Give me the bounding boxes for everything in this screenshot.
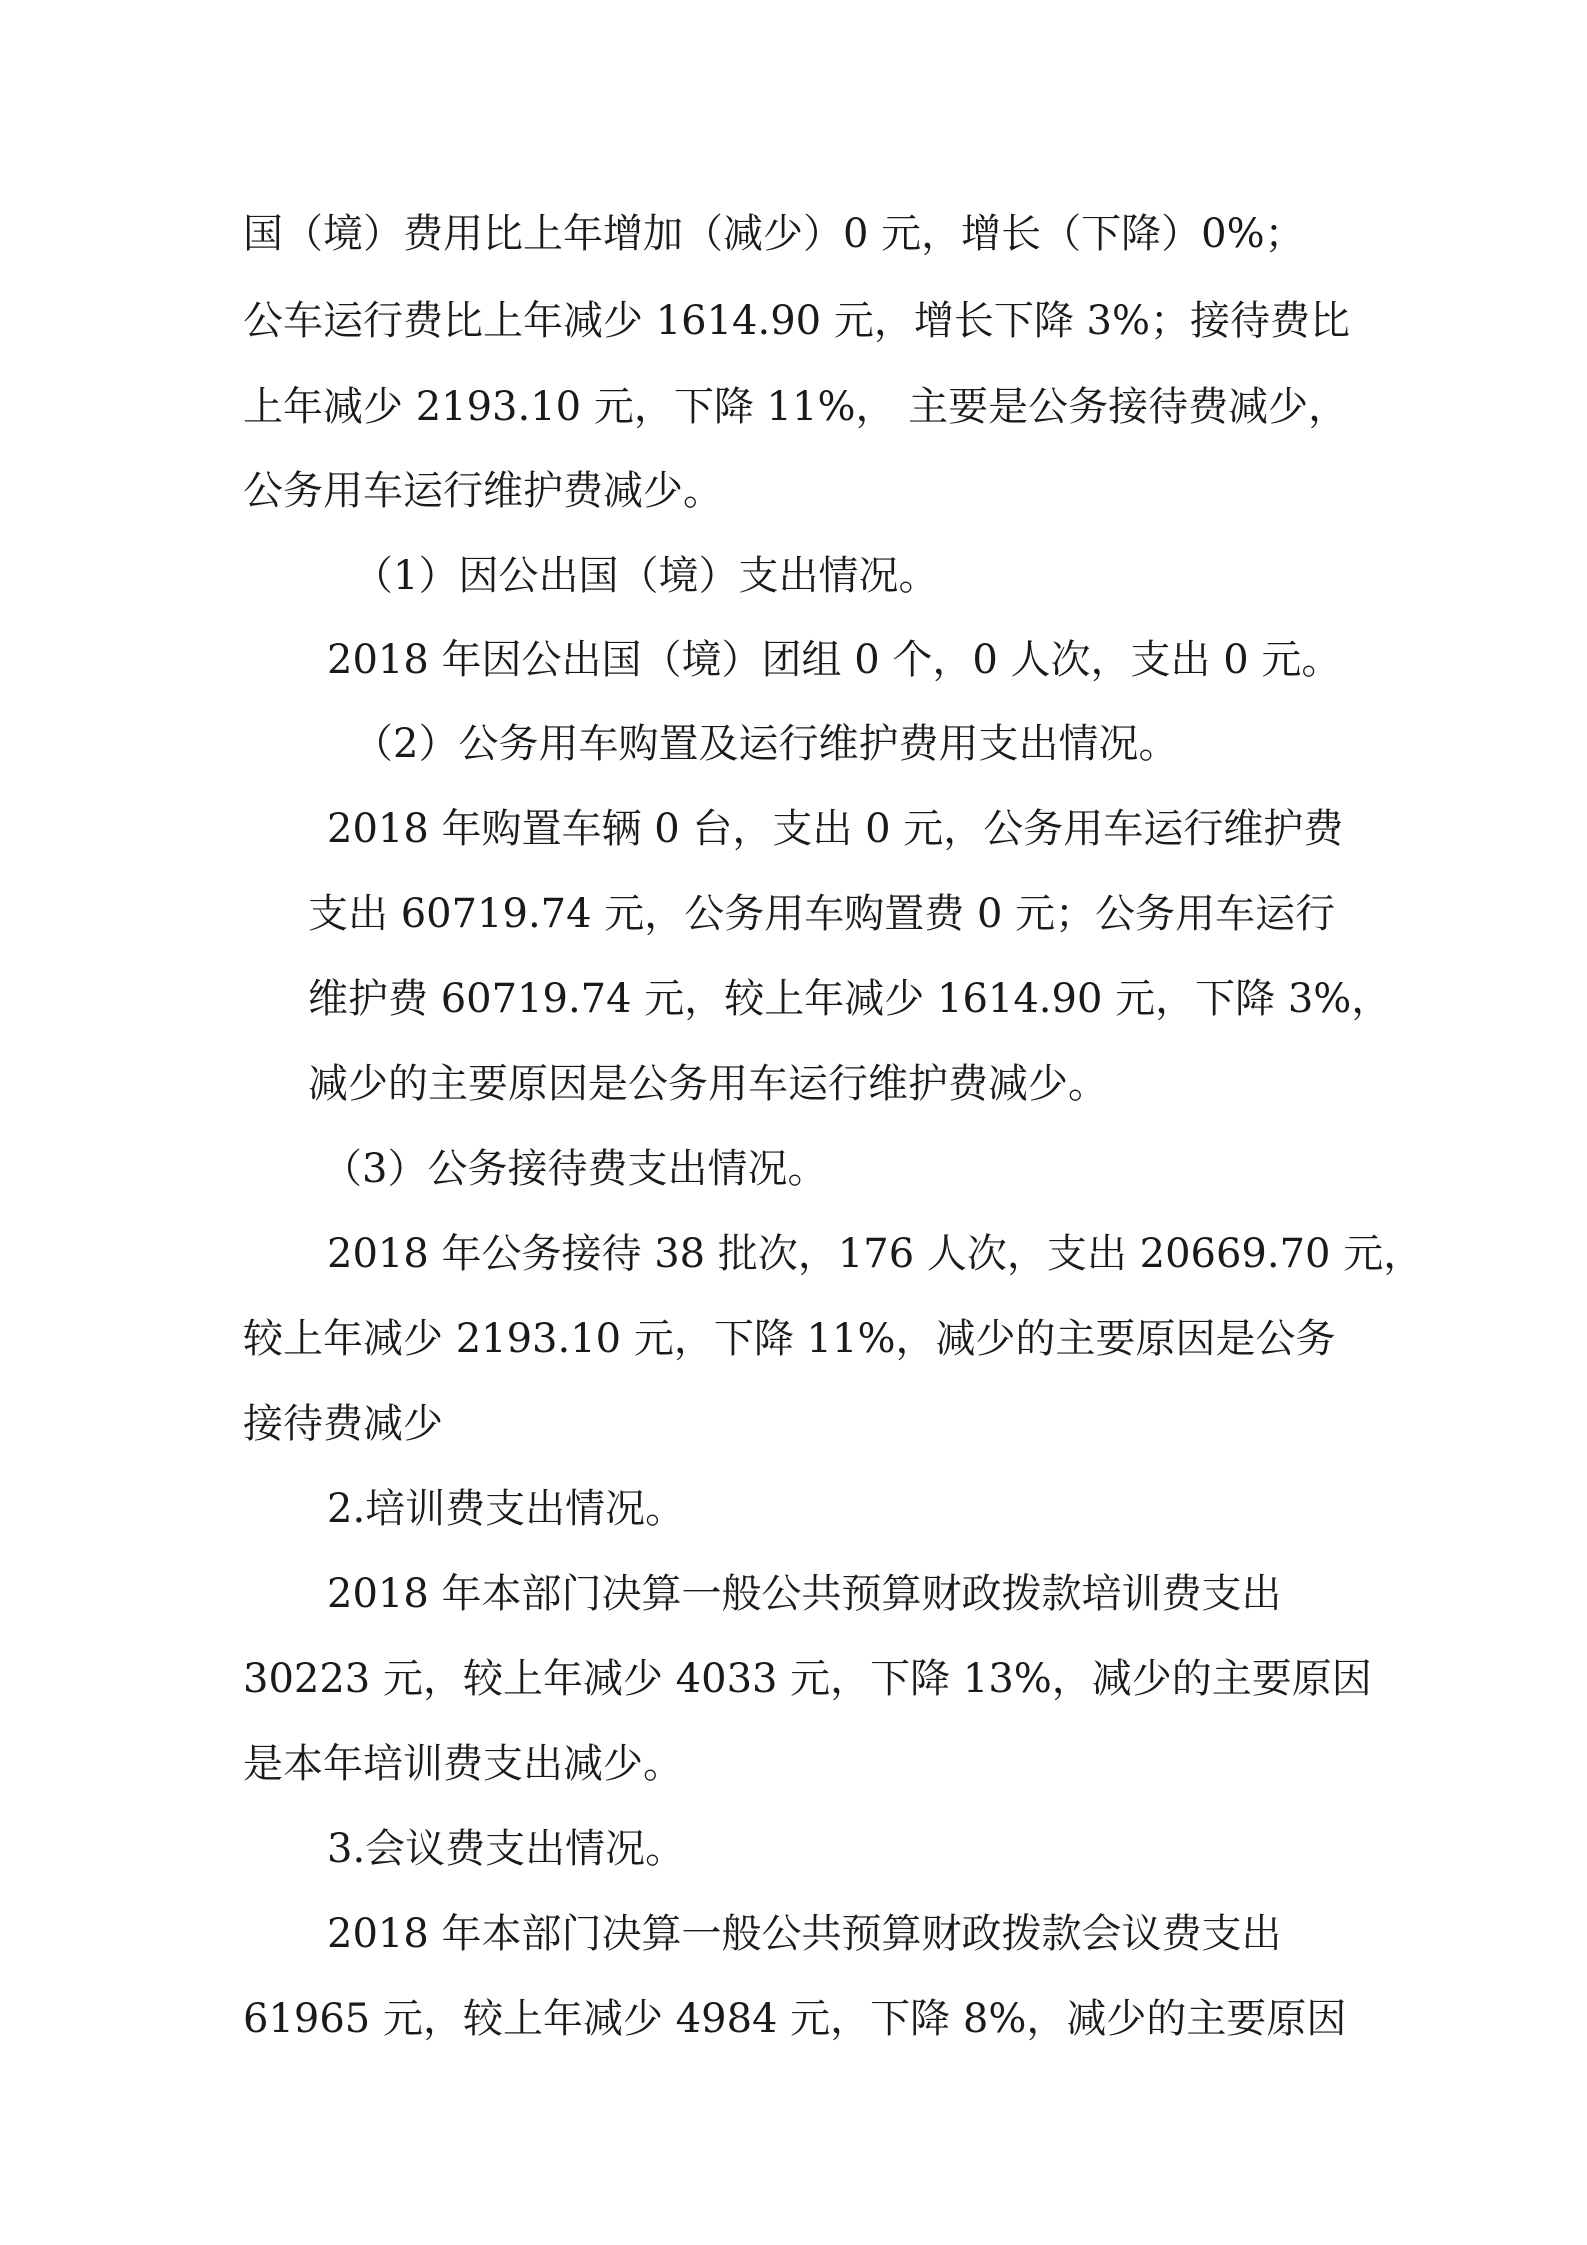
text-line: 是本年培训费支出减少。 [243,1741,683,1787]
text-line: 公车运行费比上年减少 1614.90 元，增长下降 3%；接待费比 [243,298,1351,344]
text-line: 支出 60719.74 元，公务用车购置费 0 元；公务用车运行 [308,891,1336,937]
text-line: 减少的主要原因是公务用车运行维护费减少。 [308,1061,1108,1107]
text-line: 2018 年本部门决算一般公共预算财政拨款会议费支出 [327,1911,1282,1957]
text-line: 上年减少 2193.10 元，下降 11%， 主要是公务接待费减少， [243,384,1349,430]
text-line: 30223 元，较上年减少 4033 元，下降 13%，减少的主要原因 [243,1656,1372,1702]
text-line: 国（境）费用比上年增加（减少）0 元，增长（下降）0%； [243,211,1305,257]
text-line: 2018 年公务接待 38 批次，176 人次，支出 20669.70 元， [327,1231,1424,1277]
section-heading: 2.培训费支出情况。 [327,1486,686,1532]
section-heading: （1）因公出国（境）支出情况。 [353,553,939,599]
text-line: 2018 年本部门决算一般公共预算财政拨款培训费支出 [327,1571,1282,1617]
text-line: 接待费减少 [243,1401,443,1447]
text-line: 公务用车运行维护费减少。 [243,468,723,514]
section-heading: （2）公务用车购置及运行维护费用支出情况。 [353,721,1179,767]
text-line: 2018 年因公出国（境）团组 0 个，0 人次，支出 0 元。 [327,637,1342,683]
text-line: 61965 元，较上年减少 4984 元，下降 8%，减少的主要原因 [243,1996,1347,2042]
section-heading: （3）公务接待费支出情况。 [322,1146,828,1192]
text-line: 较上年减少 2193.10 元，下降 11%，减少的主要原因是公务 [243,1316,1336,1362]
text-line: 维护费 60719.74 元，较上年减少 1614.90 元，下降 3%， [308,976,1392,1022]
text-line: 2018 年购置车辆 0 台，支出 0 元，公务用车运行维护费 [327,806,1344,852]
section-heading: 3.会议费支出情况。 [327,1826,686,1872]
